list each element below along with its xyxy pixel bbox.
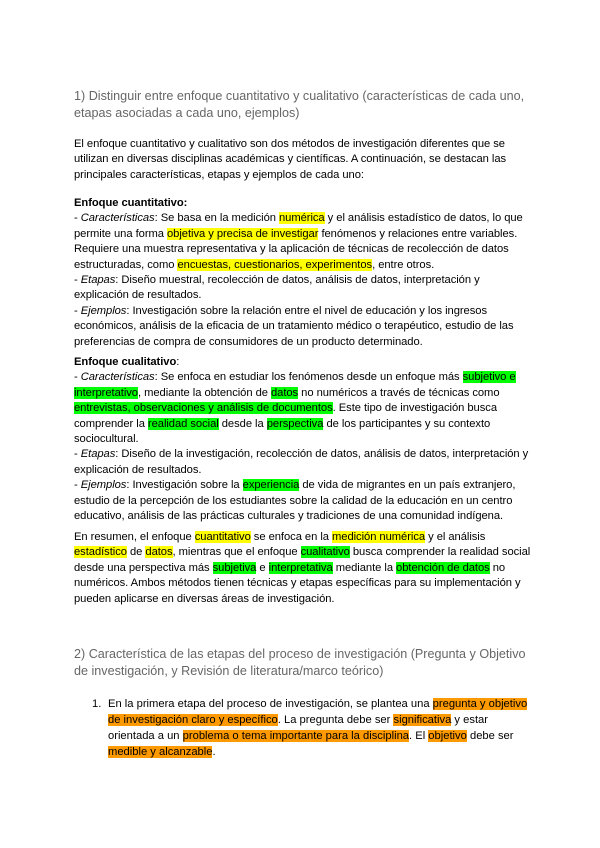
highlight-yellow: estadístico [74,546,127,559]
highlight-orange: medible y alcanzable [108,746,213,758]
text-run: no numéricos. Ambos métodos tienen técnicas y etapas específicas para su implementación y pueden aplicarse en diversas áreas de investigación. [74,561,521,605]
qual-etapas-label: Etapas [80,448,116,461]
highlight-yellow: encuestas, cuestionarios, experimentos [177,258,373,271]
highlight-yellow: datos [145,546,173,559]
text-run: se enfoca en la [250,531,332,543]
text-run: e [256,561,269,574]
highlight-orange: significativa [393,714,452,726]
text-run: . Este tipo de investigación busca comprender la [74,402,497,430]
highlight-orange: objetivo [428,730,467,742]
text-run: y estar orientada a un [108,714,488,742]
highlight-yellow: cuantitativo [194,531,251,543]
numbered-list [92,696,532,760]
quant-car-label: Características [80,212,155,225]
list-item [108,696,532,760]
highlight-green: subjetiva [212,561,257,574]
list-number: 1. [92,698,102,710]
text-run: busca comprender la realidad social desde una perspectiva más [74,546,531,574]
heading-section-1: 1) Distinguir entre enfoque cuantitativo y cualitativo (características de cada uno, etapas asociadas a cada uno, ejemplos) [74,89,525,120]
highlight-green: subjetivo e interpretativo [74,371,516,399]
qual-title: Enfoque cualitativo [74,356,177,368]
quant-ejemplos: Investigación sobre la relación entre el nivel de educación y los ingresos económicos, análisis de la eficacia de un tratamiento médico o terapéutico, estudio de las preferencias de compra de consumidores de un producto determinado. [74,304,514,348]
text-run: . La pregunta debe ser [277,714,394,726]
text-run: mediante la [332,561,397,574]
highlight-green: cualitativo [300,546,350,559]
summary-paragraph [74,530,536,607]
qual-etapas: Diseño de la investigación, recolección de datos, análisis de datos, interpretación y explicación de resultados. [74,448,529,476]
text-run: de vida de migrantes en un país extranjero, estudio de la percepción de los estudiantes sobre la calidad de la educación en un centro educativo, análisis de las prácticas culturales y tradiciones de una comunidad indígena. [74,479,516,523]
text-run: , mediante la obtención de [137,386,271,399]
qual-car-label: Características [80,371,155,384]
qual-title-colon: : [176,356,180,368]
text-run: Investigación sobre la [132,479,243,492]
text-run: , entre otros. [372,258,435,271]
quant-block: Enfoque cuantitativo: - Características: Se basa en la medición numérica y el análisis estadístico de datos, lo que permite una forma objetiva y precisa de investigar fenómenos y relaciones entre variables. Requiere una muestra representativa y la aplicación de técnicas de recolección de datos estructuradas, como encuestas, cuestionarios, experimentos, entre otros. - Etapas: Diseño muestral, recolección de datos, análisis de datos, interpretación y explicación de resultados. - Ejemplos: Investigación sobre la relación entre el nivel de educación y los ingresos económicos, análisis de la eficacia de un tratamiento médico o terapéutico, estudio de las preferencias de compra de consumidores de un producto determinado. [74,197,523,348]
text-run: fenómenos y relaciones entre variables. Requiere una muestra representativa y la aplicación de técnicas de recolección de datos estructuradas, como [74,227,518,271]
quant-title: Enfoque cuantitativo: [74,197,188,209]
intro-paragraph: El enfoque cuantitativo y cualitativo son dos métodos de investigación diferentes que se utilizan en diversas disciplinas académicas y científicas. A continuación, se destacan las principales características, etapas y ejemplos de cada uno: [74,138,507,181]
qual-ejemplos-label: Ejemplos [80,479,127,492]
highlight-orange: pregunta y objetivo de investigación claro y específico [108,698,528,726]
highlight-green: perspectiva [266,417,324,430]
text-run: . El [409,730,429,742]
text-run: Se enfoca en estudiar los fenómenos desde un enfoque más [160,371,463,384]
text-run: debe ser [466,730,514,742]
highlight-yellow: objetiva y precisa de investigar [167,227,319,240]
text-run: de los participantes y su contexto sociocultural. [74,417,491,446]
text-run: En la primera etapa del proceso de investigación, se plantea una [108,698,433,710]
text-run: desde la [218,417,267,430]
highlight-green: interpretativa [268,561,333,574]
highlight-green: experiencia [242,479,300,492]
text-run: En resumen, el enfoque [74,531,195,543]
highlight-yellow: numérica [278,212,325,225]
text-run: de [126,546,146,559]
highlight-orange: problema o tema importante para la disciplina [182,730,410,742]
highlight-yellow: medición numérica [332,531,426,543]
quant-etapas: Diseño muestral, recolección de datos, análisis de datos, interpretación y explicación de resultados. [74,274,480,302]
text-run: y el análisis [425,531,486,543]
text-run: . [212,746,216,758]
text-run: no numéricos a través de técnicas como [298,386,500,399]
quant-ejemplos-label: Ejemplos [80,304,127,317]
qual-block: Enfoque cualitativo: - Características: Se enfoca en estudiar los fenómenos desde un enfoque más subjetivo e interpretativo, mediante la obtención de datos no numéricos a través de técnicas como entrevistas, observaciones y análisis de documentos. Este tipo de investigación busca comprender la realidad social desde la perspectiva de los participantes y su contexto sociocultural. - Etapas: Diseño de la investigación, recolección de datos, análisis de datos, interpretación y explicación de resultados. - Ejemplos: Investigación sobre la experiencia de vida de migrantes en un país extranjero, estudio de la percepción de los estudiantes sobre la calidad de la educación en un centro educativo, análisis de las prácticas culturales y tradiciones de una comunidad indígena. [74,356,529,523]
heading-section-2: 2) Característica de las etapas del proceso de investigación (Pregunta y Objetivo de investigación, y Revisión de literatura/marco teórico) [74,647,526,678]
highlight-green: entrevistas, observaciones y análisis de documentos [74,402,333,415]
text-run: , mientras que el enfoque [172,546,301,559]
quant-etapas-label: Etapas [80,274,116,287]
highlight-green: datos [270,386,299,399]
text-run: Se basa en la medición [160,212,279,225]
highlight-green: obtención de datos [396,561,490,574]
highlight-green: realidad social [147,417,219,430]
text-run: y el análisis estadístico de datos, lo que permite una forma [74,212,523,240]
